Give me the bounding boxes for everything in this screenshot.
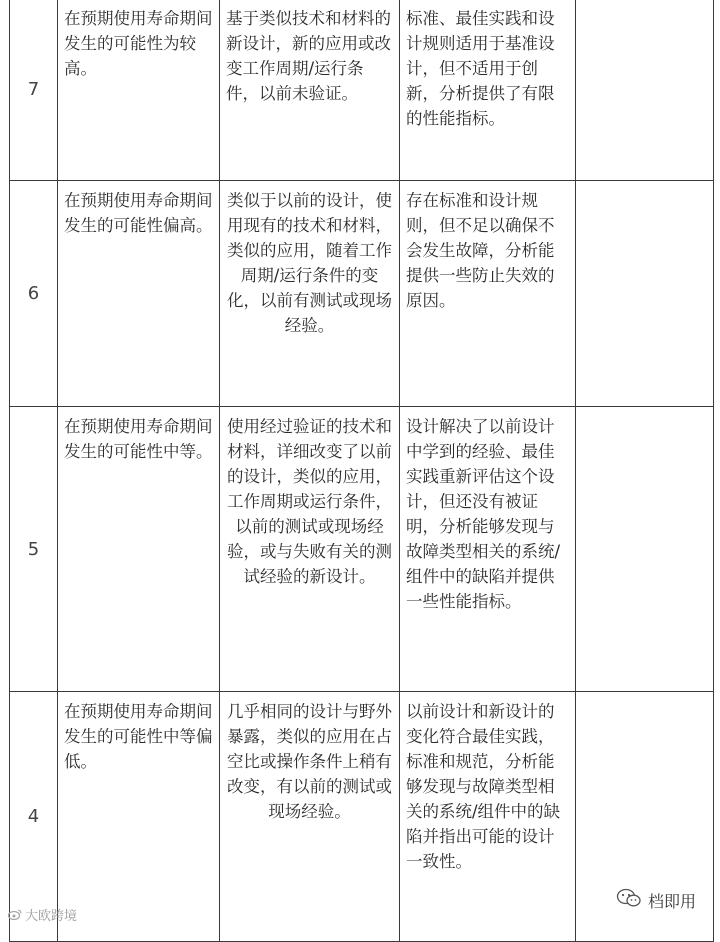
extra-cell: [576, 407, 714, 692]
extra-cell: [576, 181, 714, 407]
table-row: [10, 692, 714, 942]
table-row: [10, 181, 714, 407]
account-watermark-text: 档即用: [647, 891, 696, 911]
design-standards-cell: 以前设计和新设计的变化符合最佳实践，标准和规范，分析能够发现与故障类型相关的系统/组件中的缺陷并指出可能的设计一致性。: [400, 692, 576, 942]
design-standards-cell: 设计解决了以前设计中学到的经验、最佳实践重新评估这个设计，但还没有被证明，分析能够发现与故障类型相关的系统/组件中的缺陷并提供一些性能指标。: [400, 407, 576, 692]
likelihood-cell: 在预期使用寿命期间发生的可能性中等。: [58, 407, 220, 692]
rank-cell: 7: [10, 0, 58, 181]
design-basis-cell: 使用经过验证的技术和材料，详细改变了以前的设计，类似的应用，工作周期或运行条件，以前的测试或现场经验，或与失败有关的测试经验的新设计。: [220, 407, 400, 692]
likelihood-cell: 在预期使用寿命期间发生的可能性为较高。: [58, 0, 220, 181]
design-basis-cell: 类似于以前的设计，使用现有的技术和材料，类似的应用，随着工作周期/运行条件的变化，以前有测试或现场经验。: [220, 181, 400, 407]
design-basis-cell: 基于类似技术和材料的新设计，新的应用或改变工作周期/运行条件，以前未验证。: [220, 0, 400, 181]
rank-cell: 4: [10, 692, 58, 942]
table-row: [10, 0, 714, 181]
wechat-icon: [616, 888, 642, 912]
table-row: [10, 407, 714, 692]
design-basis-cell: 几乎相同的设计与野外暴露，类似的应用在占空比或操作条件上稍有改变，有以前的测试或现场经验。: [220, 692, 400, 942]
occurrence-rating-table: [9, 0, 714, 942]
source-watermark: [8, 905, 77, 924]
rank-cell: 6: [10, 181, 58, 407]
design-standards-cell: 标准、最佳实践和设计规则适用于基准设计，但不适用于创新，分析提供了有限的性能指标。: [400, 0, 576, 181]
account-watermark: [616, 888, 696, 912]
extra-cell: [576, 0, 714, 181]
rank-cell: 5: [10, 407, 58, 692]
likelihood-cell: 在预期使用寿命期间发生的可能性中等偏低。: [58, 692, 220, 942]
likelihood-cell: 在预期使用寿命期间发生的可能性偏高。: [58, 181, 220, 407]
source-watermark-text: 大欧跨境: [25, 909, 78, 924]
design-standards-cell: 存在标准和设计规则，但不足以确保不会发生故障，分析能提供一些防止失效的原因。: [400, 181, 576, 407]
weibo-icon: [8, 909, 22, 920]
